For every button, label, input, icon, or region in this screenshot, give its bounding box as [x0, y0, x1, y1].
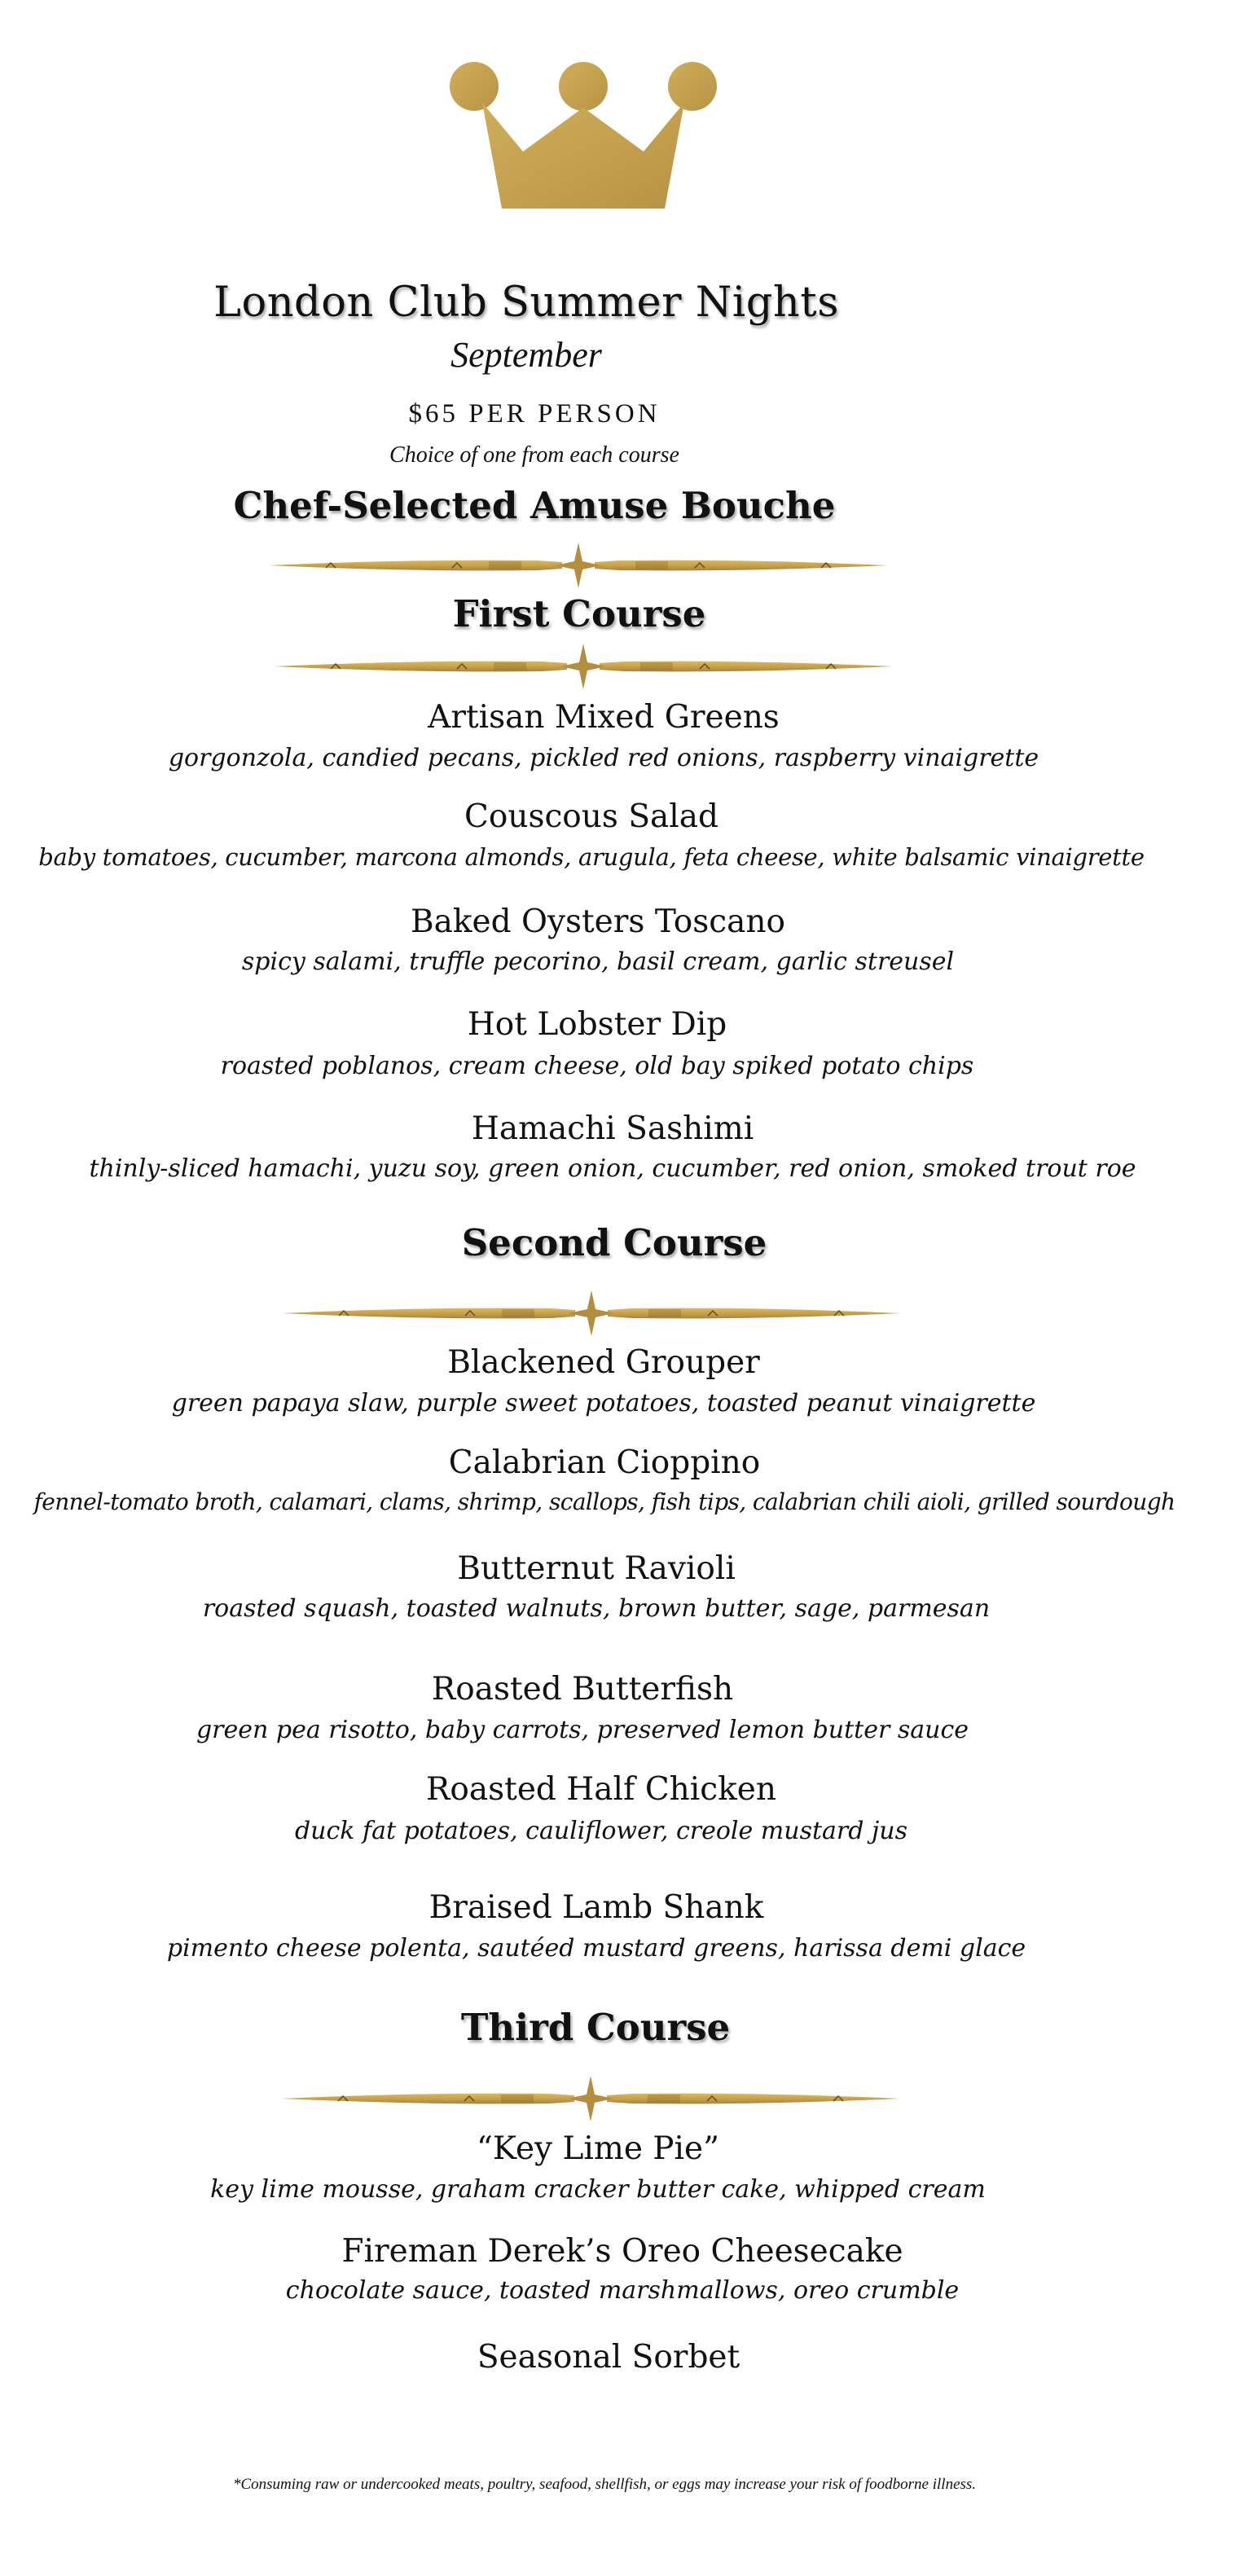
price-text: $65 PER PERSON: [408, 399, 661, 429]
menu-item-name: Couscous Salad: [464, 798, 718, 835]
menu-item-name: Seasonal Sorbet: [477, 2339, 740, 2376]
menu-item-name: Fireman Derek’s Oreo Cheesecake: [341, 2233, 903, 2270]
menu-item-desc: key lime mousse, graham cracker butter cake, whipped cream: [210, 2175, 986, 2204]
menu-item-desc: duck fat potatoes, cauliflower, creole mustard jus: [294, 1817, 908, 1845]
menu-item-desc: baby tomatoes, cucumber, marcona almonds, arugula, feta cheese, white balsamic vinaigrette: [38, 843, 1145, 871]
ornamental-divider: [236, 2074, 945, 2123]
menu-item-name: “Key Lime Pie”: [476, 2130, 720, 2167]
menu-item-desc: roasted squash, toasted walnuts, brown butter, sage, parmesan: [202, 1594, 991, 1623]
menu-item-name: Hot Lobster Dip: [467, 1006, 727, 1043]
choice-text: Choice of one from each course: [389, 442, 679, 468]
menu-item-name: Hamachi Sashimi: [471, 1110, 754, 1147]
menu-item-desc: green papaya slaw, purple sweet potatoes, toasted peanut vinaigrette: [171, 1389, 1036, 1418]
ornamental-divider: [274, 642, 893, 691]
third-course-heading: Third Course: [460, 2006, 731, 2049]
menu-item-name: Baked Oysters Toscano: [411, 903, 785, 940]
menu-item-name: Calabrian Cioppino: [448, 1444, 761, 1481]
ornamental-divider: [249, 1289, 934, 1338]
menu-item-name: Blackened Grouper: [447, 1344, 760, 1381]
amuse-bouche-heading: Chef-Selected Amuse Bouche: [233, 484, 836, 527]
menu-item-desc: green pea risotto, baby carrots, preserved lemon butter sauce: [196, 1716, 969, 1744]
first-course-heading: First Course: [452, 592, 706, 635]
menu-item-desc: thinly-sliced hamachi, yuzu soy, green onion, cucumber, red onion, smoked trout roe: [89, 1154, 1136, 1183]
menu-item-name: Braised Lamb Shank: [428, 1889, 764, 1926]
allergy-footnote: *Consuming raw or undercooked meats, poultry, seafood, shellfish, or eggs may increase your risk of foodborne illness.: [232, 2476, 977, 2493]
menu-item-desc: pimento cheese polenta, sautéed mustard greens, harissa demi glace: [166, 1934, 1026, 1963]
menu-item-desc: fennel-tomato broth, calamari, clams, shrimp, scallops, fish tips, calabrian chili aioli, grilled sourdough: [33, 1488, 1175, 1515]
crown-icon: [448, 60, 718, 212]
menu-item-desc: spicy salami, truffle pecorino, basil cream, garlic streusel: [241, 947, 955, 976]
menu-item-name: Butternut Ravioli: [457, 1550, 736, 1587]
menu-item-name: Artisan Mixed Greens: [428, 699, 780, 736]
second-course-heading: Second Course: [461, 1221, 767, 1264]
menu-subtitle: September: [450, 335, 602, 375]
menu-item-name: Roasted Butterfish: [431, 1671, 734, 1708]
ornamental-divider: [269, 541, 888, 590]
menu-title: London Club Summer Nights: [213, 279, 839, 327]
menu-item-name: Roasted Half Chicken: [426, 1771, 776, 1808]
menu-item-desc: chocolate sauce, toasted marshmallows, oreo crumble: [285, 2276, 960, 2305]
menu-item-desc: roasted poblanos, cream cheese, old bay spiked potato chips: [220, 1052, 974, 1080]
menu-item-desc: gorgonzola, candied pecans, pickled red onions, raspberry vinaigrette: [168, 744, 1039, 772]
